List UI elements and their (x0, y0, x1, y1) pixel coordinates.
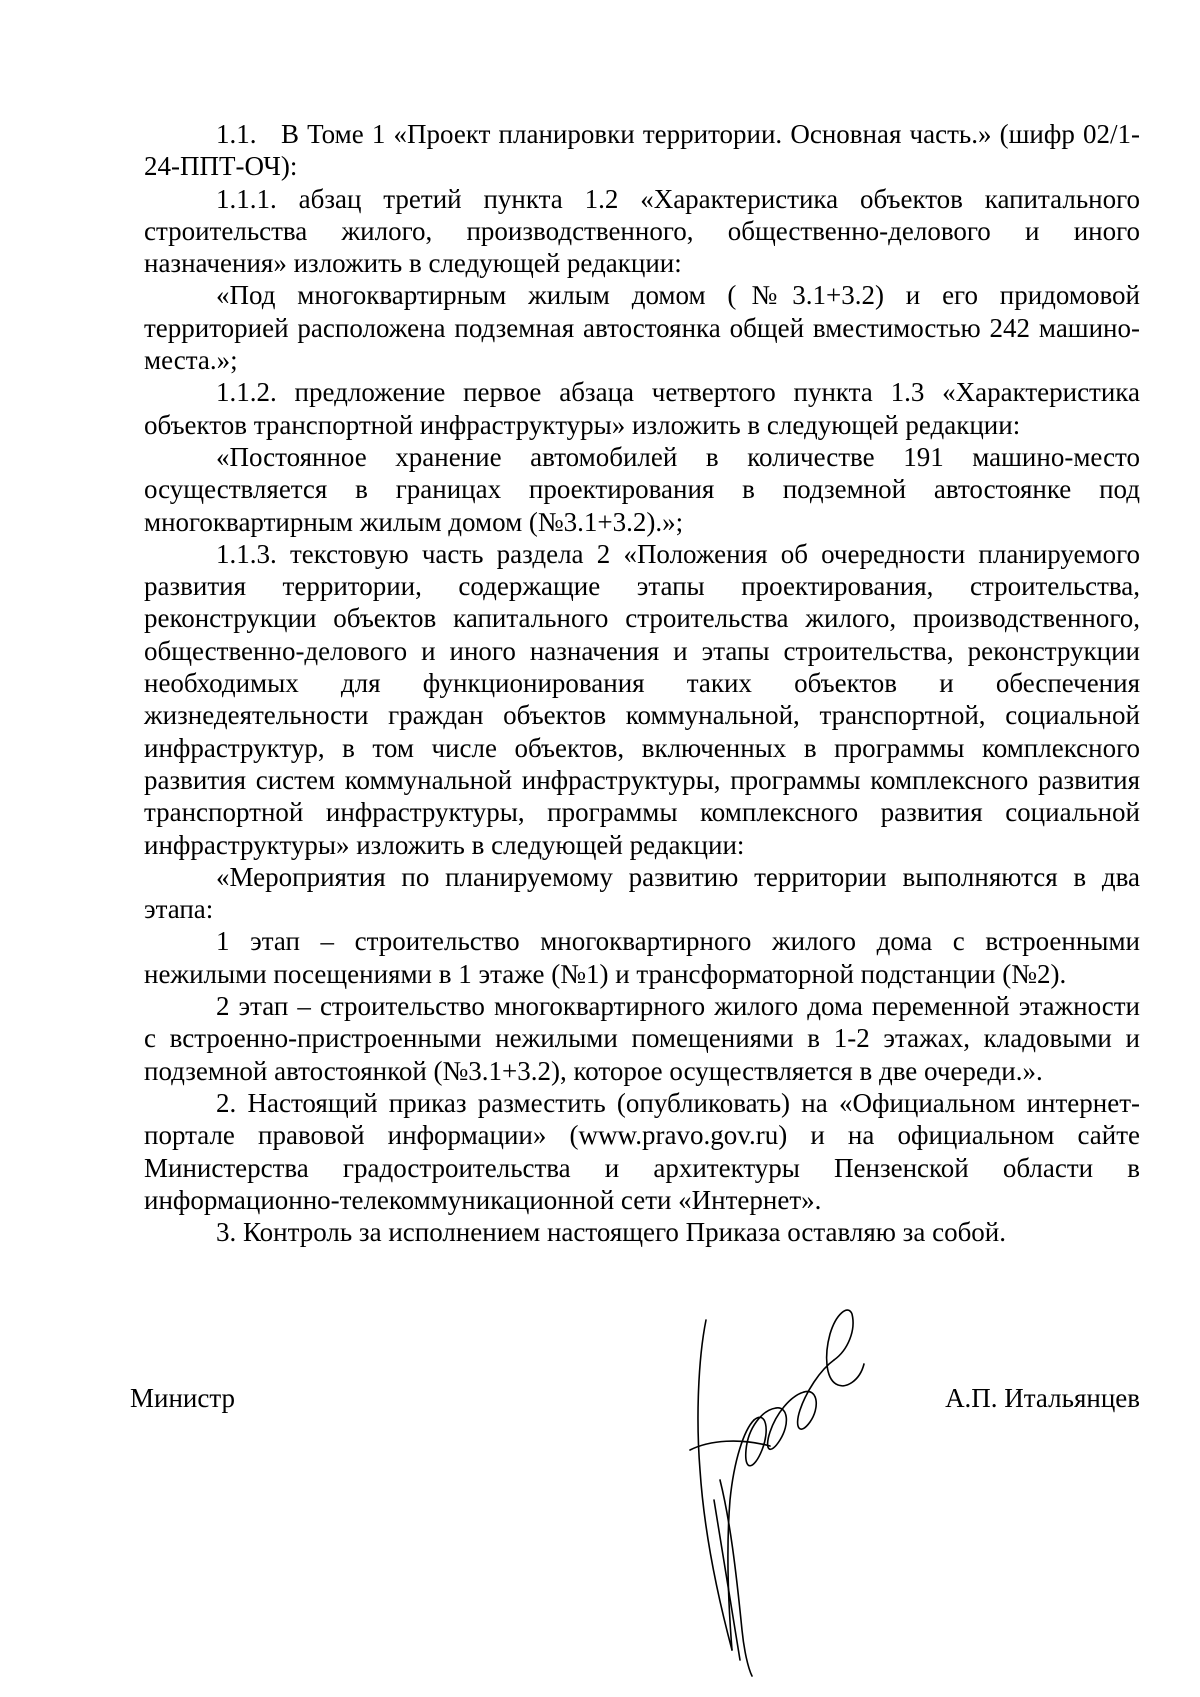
signatory-name: А.П. Итальянцев (945, 1383, 1140, 1413)
paragraph-1-1: 1.1. В Томе 1 «Проект планировки территории. Основная часть.» (шифр 02/1-24-ППТ-ОЧ): (144, 119, 1140, 182)
paragraph-3-control: 3. Контроль за исполнением настоящего Приказа оставляю за собой. (216, 1217, 1007, 1248)
document-body (144, 118, 1140, 1248)
paragraph-stage-2: 2 этап – строительство многоквартирного жилого дома переменной этажности с встроенно-пристроенными нежилыми помещениями в 1-2 этажах, кладовыми и подземной автостоянкой (№3.1+3.2), которое осуществляется в две очереди.». (144, 991, 1140, 1086)
signature-stroke (768, 1392, 804, 1449)
signature-stroke (827, 1310, 853, 1384)
handwritten-signature (670, 1300, 920, 1680)
signature-stroke (690, 1441, 770, 1450)
paragraph-1-1-2: 1.1.2. предложение первое абзаца четвертого пункта 1.3 «Характеристика объектов транспортной инфраструктуры» изложить в следующей редакции: (144, 377, 1140, 440)
paragraph-quote-parking-capacity: «Под многоквартирным жилым домом (№3.1+3.2) и его придомовой территорией расположена подземная автостоянка общей вместимостью 242 машино-места.»; (144, 280, 1140, 376)
paragraph-stage-1: 1 этап – строительство многоквартирного жилого дома с встроенными нежилыми посещениями в 1 этаже (№1) и трансформаторной подстанции (№2). (144, 926, 1140, 989)
paragraph-1-1-1: 1.1.1. абзац третий пункта 1.2 «Характеристика объектов капитального строительства жилого, производственного, общественно-делового и иного назначения» изложить в следующей редакции: (144, 183, 1140, 279)
signature-stroke (698, 1320, 732, 1650)
paragraph-quote-two-stages: «Мероприятия по планируемому развитию территории выполняются в два этапа: (144, 861, 1140, 925)
signature-stroke (836, 1364, 864, 1386)
paragraph-1-1-3: 1.1.3. текстовую часть раздела 2 «Положения об очередности планируемого развития территории, содержащие этапы проектирования, строительства, реконструкции объектов капитального строительства жилого, производственного, общественно-делового и иного назначения и этапы строительства, реконструкции необходимых для функционирования таких объектов и обеспечения жизнедеятельности граждан объектов коммунальной, транспортной, социальной инфраструктур, в том числе объектов, включенных в программы комплексного развития систем коммунальной инфраструктуры, программы комплексного развития транспортной инфраструктуры, программы комплексного развития социальной инфраструктуры» изложить в следующей редакции: (144, 538, 1140, 860)
signatory-title: Министр (130, 1383, 235, 1413)
signature-stroke (746, 1408, 776, 1466)
paragraph-2-publication: 2. Настоящий приказ разместить (опубликовать) на «Официальном интернет-портале правовой информации» (www.pravo.gov.ru) и на официальном сайте Министерства градостроительства и архитектуры Пензенской области в информационно-телекоммуникационной сети «Интернет». (144, 1087, 1140, 1215)
signature-stroke (720, 1480, 752, 1676)
signature-block (0, 1382, 1200, 1422)
paragraph-quote-car-storage: «Постоянное хранение автомобилей в количестве 191 машино-место осуществляется в границах проектирования в подземной автостоянке под многоквартирным жилым домом (№3.1+3.2).»; (144, 441, 1140, 537)
